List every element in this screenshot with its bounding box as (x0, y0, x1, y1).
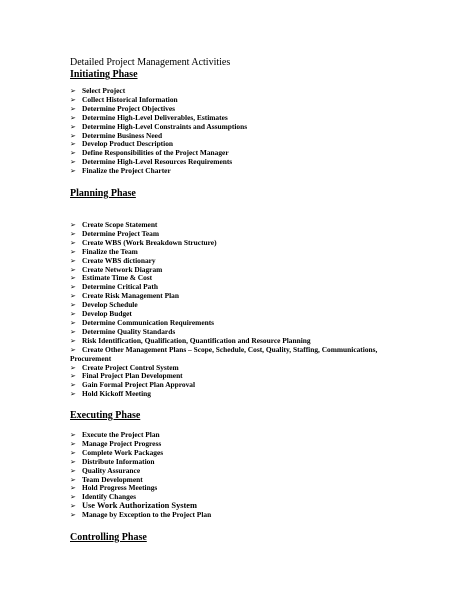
list-item: ➢ Determine Critical Path (70, 282, 158, 292)
list-item: ➢ Create Risk Management Plan (70, 291, 179, 301)
list-item: ➢ Identify Changes (70, 492, 137, 502)
right-arrowhead-icon: ➢ (70, 140, 76, 149)
right-arrowhead-icon: ➢ (70, 457, 76, 466)
right-arrowhead-icon: ➢ (70, 122, 76, 131)
list-item: ➢ Team Development (70, 474, 143, 484)
right-arrowhead-icon: ➢ (70, 265, 76, 274)
right-arrowhead-icon: ➢ (70, 256, 76, 265)
list-item: ➢ Use Work Authorization System (70, 501, 198, 511)
list-item: ➢ Determine High-Level Resources Requirements (70, 157, 233, 167)
right-arrowhead-icon: ➢ (70, 345, 76, 354)
list-item: ➢ Create WBS dictionary (70, 255, 156, 265)
right-arrowhead-icon: ➢ (70, 238, 76, 247)
list-item: ➢ Create Project Control System (70, 362, 179, 372)
list-item: ➢ Determine Project Objectives (70, 103, 176, 113)
right-arrowhead-icon: ➢ (70, 511, 76, 520)
list-item: ➢ Develop Product Description (70, 139, 174, 149)
executing-activity-list (70, 431, 211, 520)
planning-activity-list (70, 221, 400, 399)
right-arrowhead-icon: ➢ (70, 475, 76, 484)
list-item: ➢ Hold Kickoff Meeting (70, 389, 151, 399)
right-arrowhead-icon: ➢ (70, 95, 76, 104)
list-item: ➢ Complete Work Packages (70, 447, 164, 457)
list-item: ➢ Determine Business Need (70, 130, 163, 140)
right-arrowhead-icon: ➢ (70, 149, 76, 158)
right-arrowhead-icon: ➢ (70, 229, 76, 238)
right-arrowhead-icon: ➢ (70, 448, 76, 457)
right-arrowhead-icon: ➢ (70, 390, 76, 399)
list-item: ➢ Gain Formal Project Plan Approval (70, 380, 196, 390)
list-item: ➢ Quality Assurance (70, 465, 141, 475)
list-item: ➢ Determine High-Level Constraints and Assumptions (70, 121, 248, 131)
list-item: ➢ Create Scope Statement (70, 220, 158, 229)
right-arrowhead-icon: ➢ (70, 336, 76, 345)
list-item: ➢ Select Project (70, 86, 126, 95)
list-item: ➢ Manage by Exception to the Project Plan (70, 510, 212, 520)
list-item: ➢ Hold Progress Meetings (70, 483, 158, 493)
list-item: ➢ Estimate Time & Cost (70, 273, 153, 283)
list-item: ➢ Final Project Plan Development (70, 371, 183, 381)
list-item: ➢ Develop Budget (70, 309, 132, 319)
list-item: ➢ Manage Project Progress (70, 438, 162, 448)
list-item: ➢ Determine Project Team (70, 228, 160, 238)
right-arrowhead-icon: ➢ (70, 283, 76, 292)
right-arrowhead-icon: ➢ (70, 158, 76, 167)
list-item: ➢ Finalize the Team (70, 246, 138, 256)
right-arrowhead-icon: ➢ (70, 439, 76, 448)
list-item: ➢ Finalize the Project Charter (70, 166, 171, 176)
phase-heading-controlling: Controlling Phase (70, 532, 147, 543)
right-arrowhead-icon: ➢ (70, 318, 76, 327)
list-item: ➢ Create WBS (Work Breakdown Structure) (70, 237, 217, 247)
list-item: ➢ Determine High-Level Deliverables, Estimates (70, 112, 228, 122)
list-item: ➢ Create Other Management Plans – Scope, Schedule, Cost, Quality, Staffing, Communications, Procurement (70, 344, 378, 363)
list-item: ➢ Create Network Diagram (70, 264, 163, 274)
right-arrowhead-icon: ➢ (70, 247, 76, 256)
phase-heading-executing: Executing Phase (70, 410, 141, 421)
right-arrowhead-icon: ➢ (70, 274, 76, 283)
right-arrowhead-icon: ➢ (70, 327, 76, 336)
list-item: ➢ Collect Historical Information (70, 94, 178, 104)
phase-heading-initiating: Initiating Phase (70, 69, 138, 80)
document-title: Detailed Project Management Activities (70, 57, 231, 68)
right-arrowhead-icon: ➢ (70, 484, 76, 493)
list-item: ➢ Develop Schedule (70, 300, 138, 310)
initiating-activity-list (70, 87, 247, 176)
right-arrowhead-icon: ➢ (70, 301, 76, 310)
list-item: ➢ Determine Communication Requirements (70, 317, 215, 327)
list-item: ➢ Distribute Information (70, 456, 155, 466)
right-arrowhead-icon: ➢ (70, 493, 76, 502)
list-item: ➢ Execute the Project Plan (70, 430, 160, 439)
right-arrowhead-icon: ➢ (70, 113, 76, 122)
right-arrowhead-icon: ➢ (70, 87, 76, 95)
right-arrowhead-icon: ➢ (70, 363, 76, 372)
list-item: ➢ Determine Quality Standards (70, 326, 176, 336)
right-arrowhead-icon: ➢ (70, 372, 76, 381)
right-arrowhead-icon: ➢ (70, 466, 76, 475)
right-arrowhead-icon: ➢ (70, 310, 76, 319)
right-arrowhead-icon: ➢ (70, 381, 76, 390)
phase-heading-planning: Planning Phase (70, 188, 136, 199)
right-arrowhead-icon: ➢ (70, 167, 76, 176)
right-arrowhead-icon: ➢ (70, 431, 76, 439)
list-item: ➢ Define Responsibilities of the Project Manager (70, 148, 229, 158)
right-arrowhead-icon: ➢ (70, 221, 76, 229)
list-item: ➢ Risk Identification, Qualification, Quantification and Resource Planning (70, 335, 311, 345)
right-arrowhead-icon: ➢ (70, 104, 76, 113)
right-arrowhead-icon: ➢ (70, 131, 76, 140)
right-arrowhead-icon: ➢ (70, 292, 76, 301)
right-arrowhead-icon: ➢ (70, 502, 76, 511)
